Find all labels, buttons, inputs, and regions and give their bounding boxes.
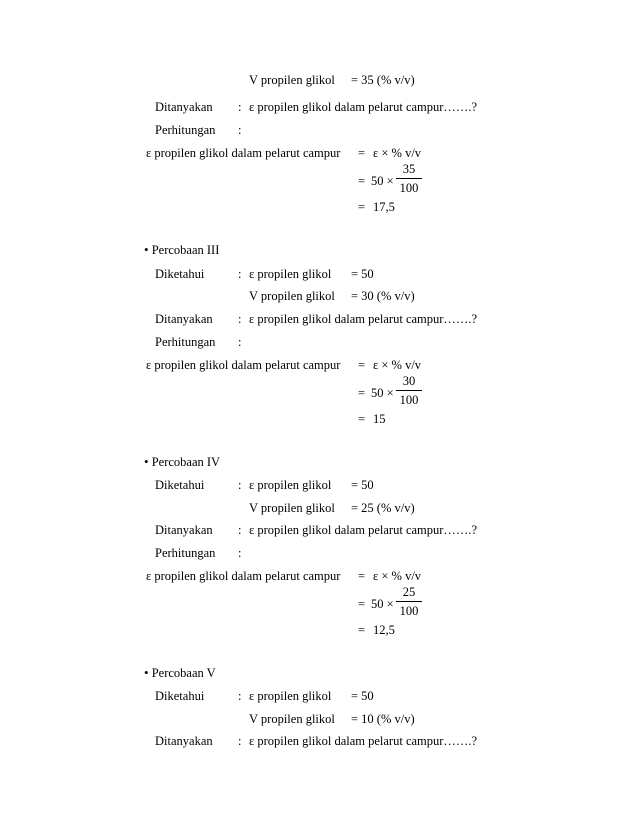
result-value: 12,5	[373, 623, 395, 637]
known-volume-value: = 10 (% v/v)	[351, 712, 415, 726]
known-label: Diketahui	[155, 478, 205, 492]
known-colon: :	[238, 478, 242, 492]
section-title-percobaan-iii	[144, 243, 219, 257]
known-volume-label: V propilen glikol	[249, 712, 335, 726]
result-value: 15	[373, 412, 386, 426]
asked-text: ε propilen glikol dalam pelarut campur…….?	[249, 312, 478, 326]
known-epsilon-label: ε propilen glikol	[249, 267, 332, 281]
step1-fraction	[396, 586, 422, 617]
formula-rhs: ε × % v/v	[373, 358, 422, 372]
asked-label: Ditanyakan	[155, 100, 213, 114]
result-eq: =	[358, 412, 366, 426]
section-title-text: Percobaan V	[151, 666, 216, 680]
formula-lhs: ε propilen glikol dalam pelarut campur	[146, 569, 341, 583]
step1-eq: =	[358, 174, 366, 188]
step1-prefix: 50 ×	[371, 174, 394, 188]
fraction-denominator: 100	[399, 180, 419, 195]
formula-eq: =	[358, 358, 366, 372]
formula-lhs: ε propilen glikol dalam pelarut campur	[146, 358, 341, 372]
section-title-percobaan-iv	[144, 455, 220, 469]
result-eq: =	[358, 200, 366, 214]
calculation-colon: :	[238, 123, 242, 137]
known-volume-label: V propilen glikol	[249, 289, 335, 303]
formula-eq: =	[358, 146, 366, 160]
known-epsilon-value: = 50	[351, 478, 374, 492]
fraction-numerator: 30	[396, 375, 422, 391]
known-epsilon-value: = 50	[351, 267, 374, 281]
step1-eq: =	[358, 386, 366, 400]
asked-colon: :	[238, 734, 242, 748]
asked-colon: :	[238, 100, 242, 114]
section-title-percobaan-v	[144, 666, 216, 680]
bullet-icon: •	[144, 665, 149, 680]
known-epsilon-label: ε propilen glikol	[249, 689, 332, 703]
section-title-text: Percobaan IV	[151, 455, 221, 469]
known-volume-value: = 30 (% v/v)	[351, 289, 415, 303]
formula-lhs: ε propilen glikol dalam pelarut campur	[146, 146, 341, 160]
result-value: 17,5	[373, 200, 395, 214]
fraction-denominator: 100	[399, 603, 419, 618]
formula-eq: =	[358, 569, 366, 583]
asked-text: ε propilen glikol dalam pelarut campur…….?	[249, 100, 478, 114]
step1-fraction	[396, 375, 422, 406]
known-epsilon-value: = 50	[351, 689, 374, 703]
calculation-colon: :	[238, 546, 242, 560]
bullet-icon: •	[144, 242, 149, 257]
asked-text: ε propilen glikol dalam pelarut campur…….?	[249, 523, 478, 537]
step1-eq: =	[358, 597, 366, 611]
known-volume-value: = 35 (% v/v)	[351, 73, 415, 87]
fraction-denominator: 100	[399, 392, 419, 407]
formula-rhs: ε × % v/v	[373, 146, 422, 160]
asked-label: Ditanyakan	[155, 734, 213, 748]
known-volume-label: V propilen glikol	[249, 501, 335, 515]
result-eq: =	[358, 623, 366, 637]
section-title-text: Percobaan III	[151, 243, 220, 257]
known-colon: :	[238, 267, 242, 281]
step1-prefix: 50 ×	[371, 386, 394, 400]
known-colon: :	[238, 689, 242, 703]
asked-colon: :	[238, 523, 242, 537]
known-label: Diketahui	[155, 689, 205, 703]
fraction-numerator: 25	[396, 586, 422, 602]
step1-fraction	[396, 163, 422, 194]
calculation-label: Perhitungan	[155, 123, 216, 137]
calculation-label: Perhitungan	[155, 335, 216, 349]
asked-label: Ditanyakan	[155, 523, 213, 537]
fraction-numerator: 35	[396, 163, 422, 179]
asked-label: Ditanyakan	[155, 312, 213, 326]
known-label: Diketahui	[155, 267, 205, 281]
bullet-icon: •	[144, 454, 149, 469]
step1-prefix: 50 ×	[371, 597, 394, 611]
calculation-colon: :	[238, 335, 242, 349]
known-volume-label: V propilen glikol	[249, 73, 335, 87]
asked-colon: :	[238, 312, 242, 326]
calculation-label: Perhitungan	[155, 546, 216, 560]
formula-rhs: ε × % v/v	[373, 569, 422, 583]
known-epsilon-label: ε propilen glikol	[249, 478, 332, 492]
asked-text: ε propilen glikol dalam pelarut campur…….?	[249, 734, 478, 748]
known-volume-value: = 25 (% v/v)	[351, 501, 415, 515]
